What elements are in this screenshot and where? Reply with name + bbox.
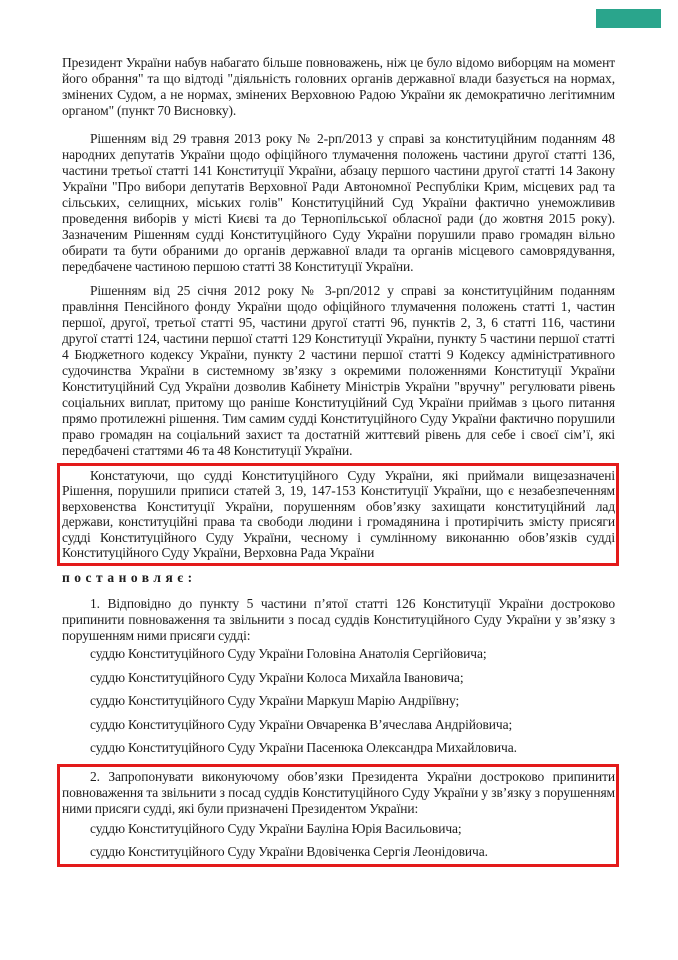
judge-line-markush: суддю Конституційного Суду України Маркуш Марію Андріївну; bbox=[90, 693, 460, 709]
paragraph-conclusion: Констатуючи, що судді Конституційного Суду України, які приймали вищезазначені Рішення, порушили приписи статей 3, 19, 147-153 Конституції України, що є незабезпеченням верховенства Конституції України, порушенням обов’язку захищати конституційний лад держави, конституційні права та свободи людини і громадянина і протирічить змісту присяги судді Конституційного Суду України, чесному і сумлінному виконанню обов’язків судді Конституційного Суду України, Верховна Рада України bbox=[62, 468, 615, 561]
judge-line-paseniuk: суддю Конституційного Суду України Пасенюка Олександра Михайловича. bbox=[90, 740, 517, 756]
judge-line-ovcharenko: суддю Конституційного Суду України Овчаренка В’ячеслава Андрійовича; bbox=[90, 716, 513, 732]
highlight-box-conclusion bbox=[57, 463, 619, 566]
document-body bbox=[62, 55, 615, 867]
judge-line-baulin: суддю Конституційного Суду України Бауліна Юрія Васильовича; bbox=[90, 820, 462, 836]
item-1-judge-list bbox=[62, 646, 615, 756]
item-1-intro: 1. Відповідно до пункту 5 частини п’ятої статті 126 Конституції України достроково припинити повноваження та звільнити з посад суддів Конституційного Суду України у зв’язку з порушенням ними присяги судді: bbox=[62, 596, 615, 644]
resolution-word: постановляє: bbox=[62, 570, 197, 586]
judge-line-holovin: суддю Конституційного Суду України Головіна Анатолія Сергійовича; bbox=[90, 646, 487, 662]
paragraph-decision-2013: Рішенням від 29 травня 2013 року № 2-рп/2013 у справі за конституційним поданням 48 народних депутатів України щодо офіційного тлумачення положень частини другої статті 136, частини третьої статті 141 Конституції України, абзацу першого частини другої статті 14 Закону України "Про вибори депутатів Верховної Ради Автономної Республіки Крим, місцевих рад та сільських, селищних, міських голів" Конституційний Суд України фактично унеможливив проведення виборів у місті Києві та до Тернопільської обласної ради (до жовтня 2015 року). Зазначеним Рішенням судді Конституційного Суду України порушили право громадян вільно обирати та бути обраними до органів державної влади та органів місцевого самоврядування, передбачене частиною першою статті 38 Конституції України. bbox=[62, 131, 615, 274]
paragraph-decision-2012: Рішенням від 25 січня 2012 року № 3-рп/2012 у справі за конституційним поданням правління Пенсійного фонду України щодо офіційного тлумачення положень статті 1, частин першої, другої, третьої статті 95, частини другої статті 96, пунктів 2, 3, 6 статті 116, частини другої статті 124, частини першої статті 129 Конституції України, пункту 5 частини першої статті 4 Бюджетного кодексу України, пункту 2 частини першої статті 9 Кодексу адміністративного судочинства України в системному зв’язку з окремими положеннями Конституції України Конституційний Суд України дозволив Кабінету Міністрів України "вручну" регулювати рівень соціальних виплат, притому що раніше Конституційний Суд України приймав з цього питання прямо протилежні рішення. Тим самим судді Конституційного Суду України фактично порушили право громадян на соціальний захист та достатній життєвий рівень для себе і своєї сім’ї, які передбачені статтями 46 та 48 Конституції України. bbox=[62, 283, 615, 458]
item-2-intro: 2. Запропонувати виконуючому обов’язки Президента України достроково припинити повноваження та звільнити з посад суддів Конституційного Суду України у зв’язку з порушенням ними присяги судді, які були призначені Президентом України: bbox=[62, 768, 615, 816]
corner-mark bbox=[596, 9, 661, 28]
highlight-box-item-2 bbox=[57, 764, 619, 867]
judge-line-kolos: суддю Конституційного Суду України Колоса Михайла Івановича; bbox=[90, 669, 464, 685]
judge-line-vdovichenko: суддю Конституційного Суду України Вдовіченка Сергія Леонідовича. bbox=[90, 843, 488, 859]
paragraph-continuation: Президент України набув набагато більше повноважень, ніж це було відомо виборцям на момент його обрання" та що відтоді "діяльність головних органів державної влади базується на нормах, змінених Судом, а не нормах, змінених Верховною Радою України як демократично легітимним органом" (пункт 70 Висновку). bbox=[62, 55, 615, 118]
